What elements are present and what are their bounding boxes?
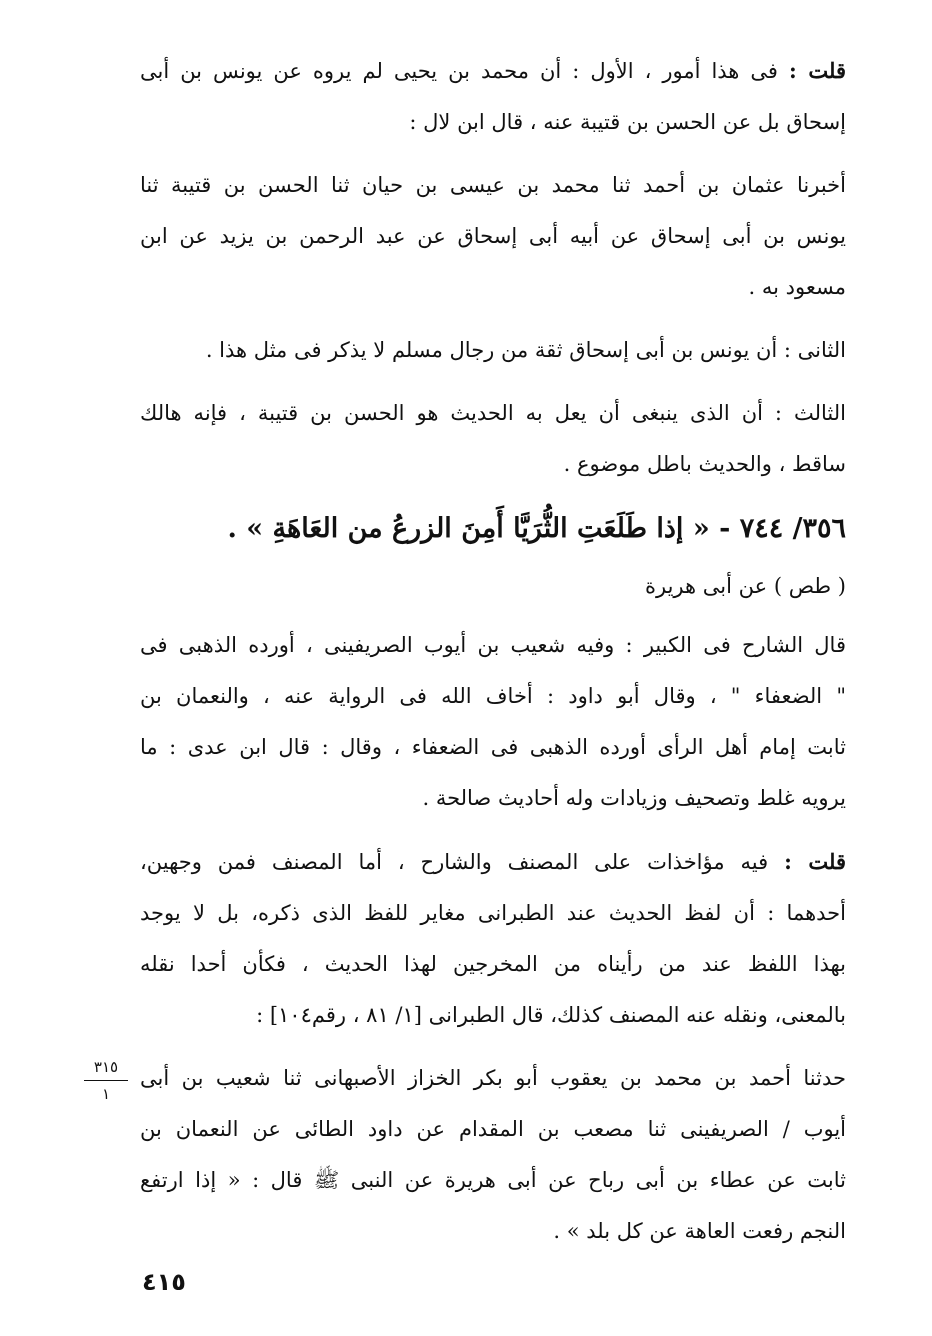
page-body	[140, 45, 846, 1269]
line: " الضعفاء " ، وقال أبو داود : أخاف الله فى الرواية عنه ، والنعمان بن	[140, 684, 846, 708]
paragraph-4	[140, 388, 846, 490]
line: إسحاق بل عن الحسن بن قتيبة عنه ، قال ابن لال :	[409, 110, 846, 134]
line: يرويه غلط وتصحيف وزيادات وله أحاديث صالحة .	[422, 786, 846, 810]
line: الثالث : أن الذى ينبغى أن يعل به الحديث هو الحسن بن قتيبة ، فإنه هالك	[140, 401, 846, 425]
paragraph-1	[140, 45, 846, 148]
line: النجم رفعت العاهة عن كل بلد » .	[553, 1219, 846, 1243]
line: أحدهما : أن لفظ الحديث عند الطبرانى مغاير للفظ الذى ذكره، بل لا يوجد	[140, 901, 846, 925]
page-number: ٤١٥	[142, 1268, 186, 1296]
line: بهذا اللفظ عند من رأيناه من المخرجين لهذا الحديث ، فكأن أحدا نقله	[140, 952, 846, 976]
margin-note-top: ٣١٥	[93, 1058, 119, 1076]
line: ثابت عن عطاء بن أبى رباح عن أبى هريرة عن النبى ﷺ قال : « إذا ارتفع	[140, 1168, 846, 1192]
line: أيوب / الصريفينى ثنا مصعب بن المقدام عن داود الطائى عن النعمان بن	[140, 1117, 846, 1141]
line: يونس بن أبى إسحاق عن أبيه أبى إسحاق عن عبد الرحمن بن يزيد عن ابن	[140, 224, 846, 248]
line: ساقط ، والحديث باطل موضوع .	[563, 452, 846, 476]
line: الثانى : أن يونس بن أبى إسحاق ثقة من رجال مسلم لا يذكر فى مثل هذا .	[205, 338, 846, 362]
line: قلت : فى هذا أمور ، الأول : أن محمد بن يحيى لم يروه عن يونس بن أبى	[140, 58, 846, 83]
line: أخبرنا عثمان بن أحمد ثنا محمد بن عيسى بن حيان ثنا الحسن بن قتيبة ثنا	[140, 173, 846, 197]
lead-word: قلت :	[788, 58, 846, 83]
paragraph-5	[140, 620, 846, 824]
lead-word: قلت :	[784, 849, 846, 874]
line: ثابت إمام أهل الرأى أورده الذهبى فى الضعفاء ، وقال : قال ابن عدى : ما	[140, 735, 846, 759]
line: حدثنا أحمد بن محمد بن يعقوب أبو بكر الخزاز الأصبهانى ثنا شعيب بن أبى	[140, 1066, 846, 1090]
margin-note-bottom: ١	[101, 1085, 111, 1103]
paragraph-7	[140, 1053, 846, 1257]
paragraph-3	[140, 325, 846, 376]
line: بالمعنى، ونقله عنه المصنف كذلك، قال الطبرانى [١/ ٨١ ، رقم١٠٤] :	[256, 1003, 846, 1027]
margin-note	[84, 1058, 128, 1103]
margin-note-rule	[84, 1080, 128, 1081]
line: قلت : فيه مؤاخذات على المصنف والشارح ، أما المصنف فمن وجهين،	[140, 849, 846, 874]
hadith-heading: ٣٥٦/ ٧٤٤ - « إذا طَلَعَتِ الثُّرَيَّا أَمِنَ الزرعُ من العَاهَةِ » .	[227, 513, 846, 544]
paragraph-2	[140, 160, 846, 313]
line: قال الشارح فى الكبير : وفيه شعيب بن أيوب الصريفينى ، أورده الذهبى فى	[140, 633, 846, 657]
paragraph-6	[140, 836, 846, 1041]
line: مسعود به .	[748, 275, 846, 299]
hadith-source: ( طص ) عن أبى هريرة	[645, 574, 846, 598]
